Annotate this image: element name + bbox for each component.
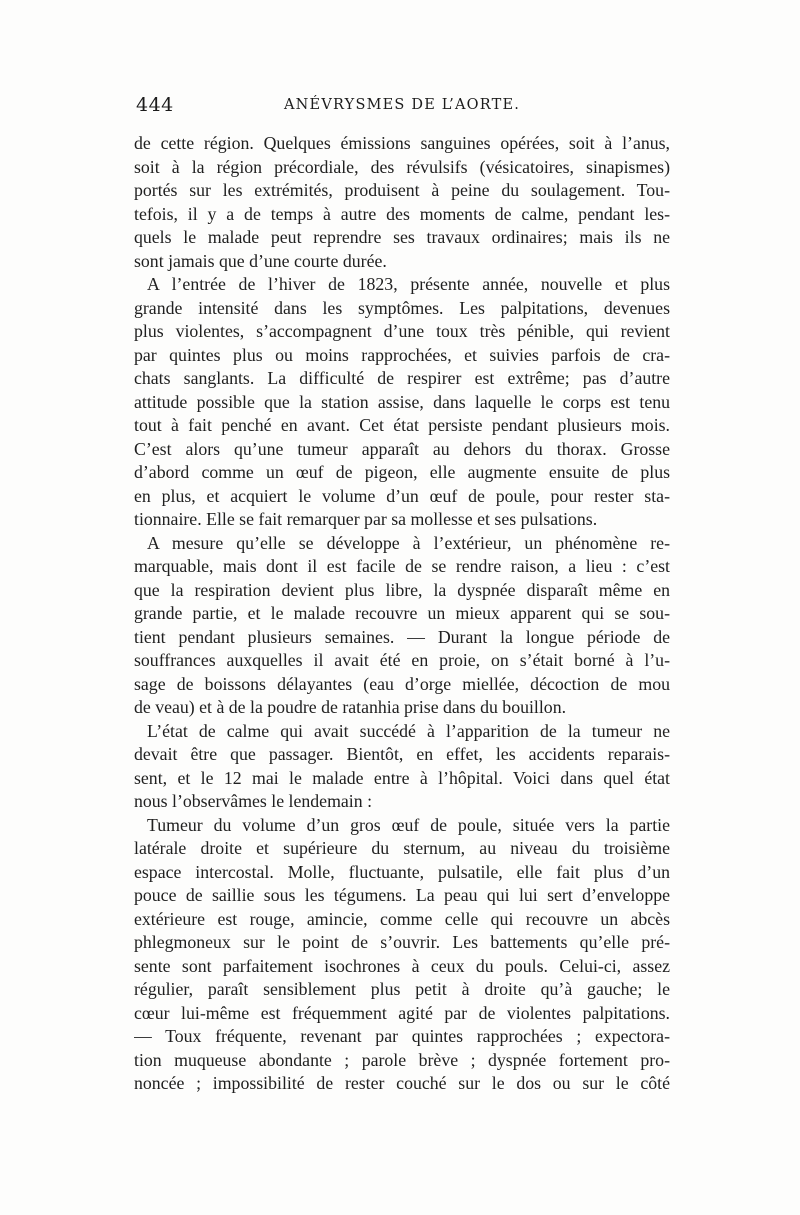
text-line: quels le malade peut reprendre ses travaux ordinaires; mais ils ne: [134, 227, 670, 247]
text-line: attitude possible que la station assise, dans laquelle le corps est tenu: [134, 391, 670, 412]
text-line: cœur lui-même est fréquemment agité par de violentes palpitations.: [134, 1002, 670, 1023]
text-line: phlegmoneux sur le point de s’ouvrir. Les battements qu’elle pré-: [134, 932, 670, 952]
running-title: ANÉVRYSMES DE L’AORTE.: [284, 97, 521, 113]
text-line: grande partie, et le malade recouvre un mieux apparent qui se sou-: [134, 603, 670, 623]
text-line: sent, et le 12 mai le malade entre à l’hôpital. Voici dans quel état: [134, 767, 670, 788]
text-line: plus violentes, s’accompagnent d’une toux très pénible, qui revient: [134, 321, 670, 341]
text-line: régulier, paraît sensiblement plus petit à droite qu’à gauche; le: [134, 979, 670, 999]
text-line: portés sur les extrémités, produisent à peine du soulagement. Tou-: [134, 180, 670, 200]
text-line: par quintes plus ou moins rapprochées, et suivies parfois de cra-: [134, 344, 670, 365]
text-line: C’est alors qu’une tumeur apparaît au dehors du thorax. Grosse: [134, 438, 670, 459]
text-line: que la respiration devient plus libre, la dyspnée disparaît même en: [134, 579, 670, 600]
text-line: A mesure qu’elle se développe à l’extérieur, un phénomène re-: [147, 532, 670, 553]
text-line: tefois, il y a de temps à autre des moments de calme, pendant les-: [134, 203, 670, 224]
text-line: chats sanglants. La difficulté de respirer est extrême; pas d’autre: [134, 368, 670, 388]
text-line: nous l’observâmes le lendemain :: [134, 791, 373, 811]
text-line: sage de boissons délayantes (eau d’orge miellée, décoction de mou: [134, 673, 670, 694]
text-line: pouce de saillie sous les tégumens. La peau qui lui sert d’enveloppe: [134, 885, 670, 905]
text-line: marquable, mais dont il est facile de se rendre raison, a lieu : c’est: [134, 556, 670, 576]
text-line: latérale droite et supérieure du sternum, au niveau du troisième: [134, 838, 670, 858]
text-line: sente sont parfaitement isochrones à ceux du pouls. Celui-ci, assez: [134, 955, 670, 976]
text-line: devait être que passager. Bientôt, en effet, les accidents reparais-: [134, 744, 670, 764]
text-line: en plus, et acquiert le volume d’un œuf de poule, pour rester sta-: [134, 485, 670, 506]
text-line: tionnaire. Elle se fait remarquer par sa mollesse et ses pulsations.: [134, 509, 598, 529]
text-line: Tumeur du volume d’un gros œuf de poule, située vers la partie: [147, 814, 670, 835]
text-line: tout à fait penché en avant. Cet état persiste pendant plusieurs mois.: [134, 415, 670, 435]
text-line: de veau) et à de la poudre de ratanhia prise dans du bouillon.: [134, 697, 567, 717]
text-line: espace intercostal. Molle, fluctuante, pulsatile, elle fait plus d’un: [134, 861, 670, 882]
running-head: [136, 94, 670, 122]
text-line: sont jamais que d’une courte durée.: [134, 250, 387, 271]
text-line: A l’entrée de l’hiver de 1823, présente année, nouvelle et plus: [147, 274, 670, 294]
text-line: tient pendant plusieurs semaines. — Durant la longue période de: [134, 626, 670, 647]
text-line: — Toux fréquente, revenant par quintes rapprochées ; expectora-: [134, 1026, 670, 1046]
body-text: [134, 132, 670, 1096]
text-line: noncée ; impossibilité de rester couché sur le dos ou sur le côté: [134, 1073, 670, 1093]
page-number: 444: [136, 94, 174, 116]
text-line: soit à la région précordiale, des révulsifs (vésicatoires, sinapismes): [134, 156, 670, 177]
text-line: de cette région. Quelques émissions sanguines opérées, soit à l’anus,: [134, 133, 670, 153]
text-line: extérieure est rouge, amincie, comme celle qui recouvre un abcès: [134, 908, 670, 929]
text-line: tion muqueuse abondante ; parole brève ; dyspnée fortement pro-: [134, 1049, 670, 1070]
text-line: d’abord comme un œuf de pigeon, elle augmente ensuite de plus: [134, 462, 670, 482]
text-line: grande intensité dans les symptômes. Les palpitations, devenues: [134, 297, 670, 318]
text-line: L’état de calme qui avait succédé à l’apparition de la tumeur ne: [147, 720, 670, 741]
text-line: souffrances auxquelles il avait été en proie, on s’était borné à l’u-: [134, 650, 670, 670]
